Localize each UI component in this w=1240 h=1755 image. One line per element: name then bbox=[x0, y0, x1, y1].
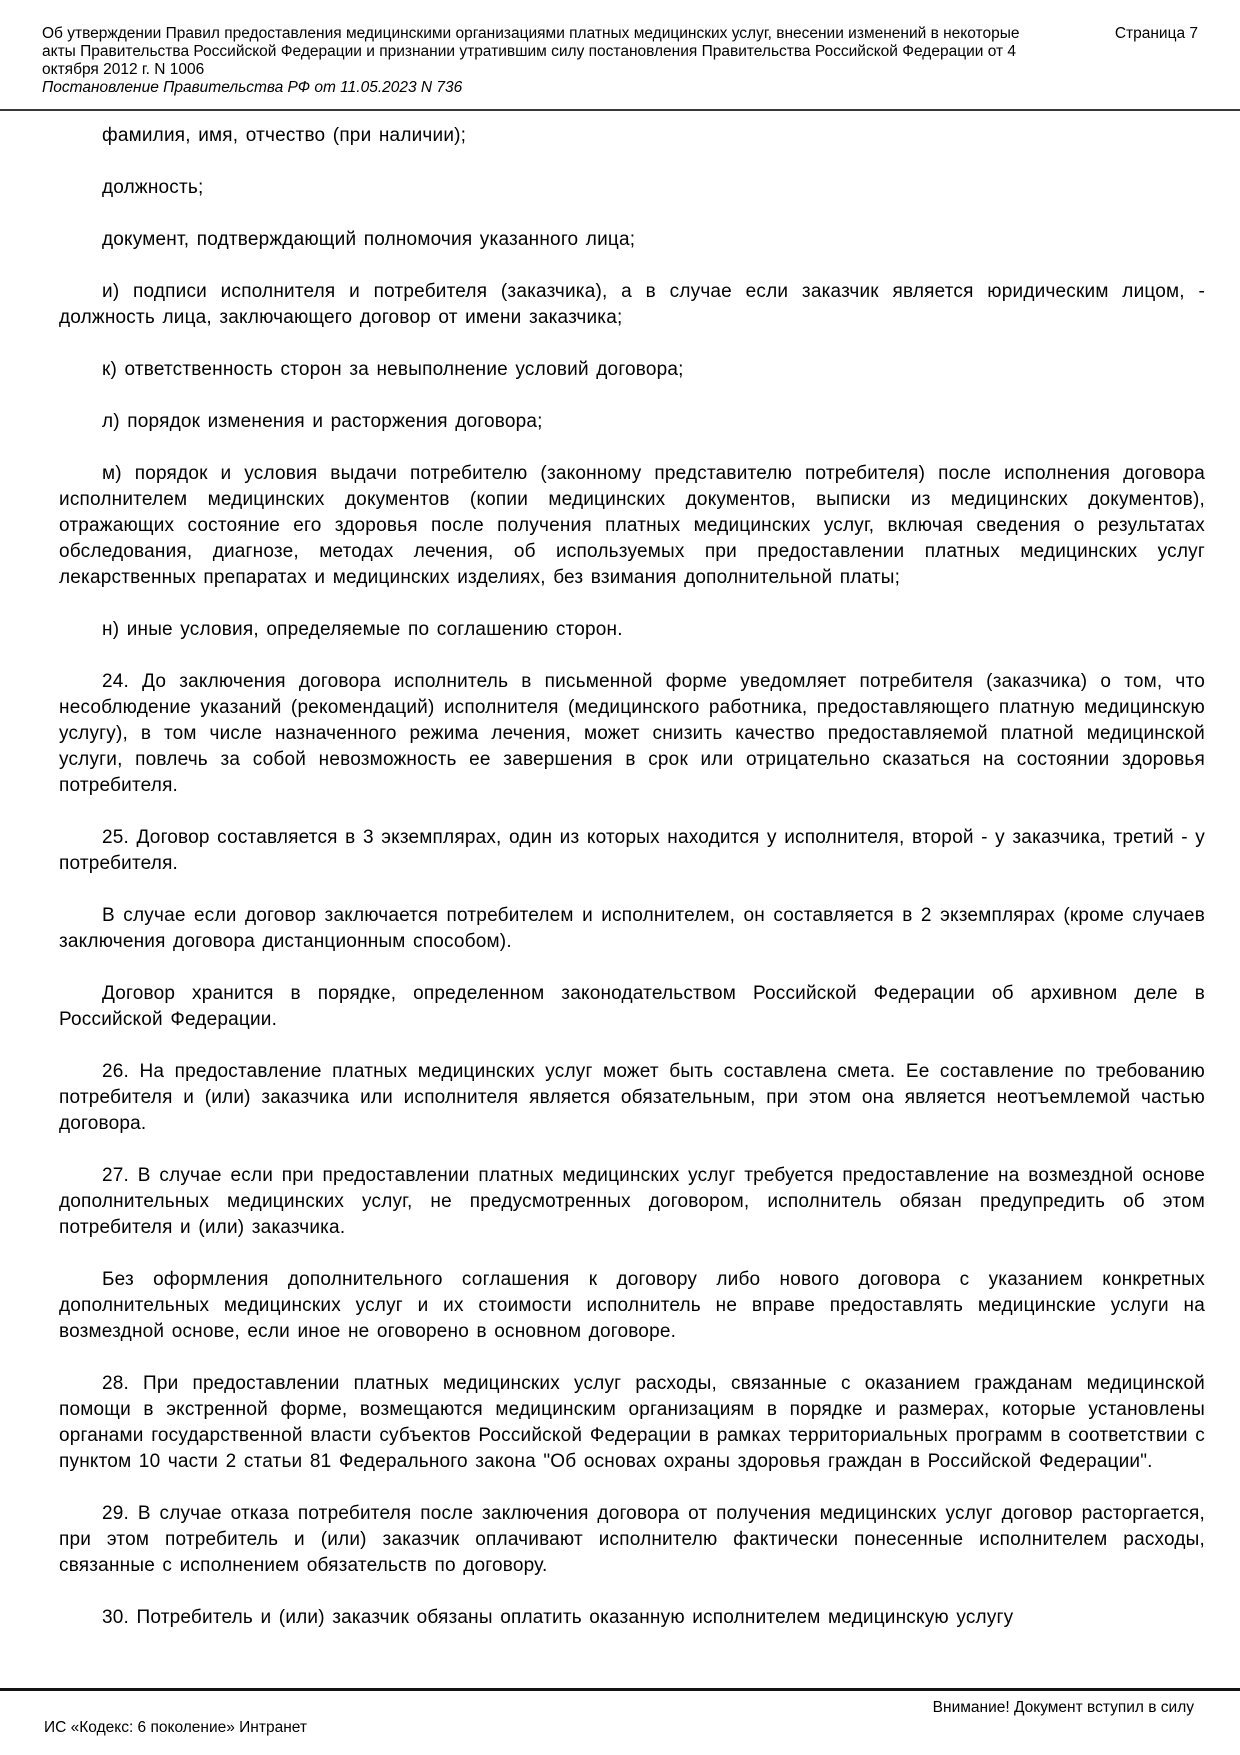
document-body bbox=[0, 111, 1240, 1688]
paragraph: документ, подтверждающий полномочия указанного лица; bbox=[102, 229, 636, 250]
footer-divider bbox=[0, 1688, 1240, 1691]
paragraph: к) ответственность сторон за невыполнение условий договора; bbox=[102, 359, 684, 380]
paragraph: м) порядок и условия выдачи потребителю (законному представителю потребителя) после исполнения договора исполнителем медицинских документов (копии медицинских документов, выписки из медицинских документов), отражающих состояние его здоровья после получения платных медицинских услуг, включая сведения о результатах обследования, диагнозе, методах лечения, об используемых при предоставлении платных медицинских услуг лекарственных препаратах и медицинских изделиях, без взимания дополнительной платы; bbox=[59, 463, 1205, 588]
system-label: ИС «Кодекс: 6 поколение» Интранет bbox=[44, 1719, 307, 1736]
document-status-notice: Внимание! Документ вступил в силу bbox=[932, 1699, 1194, 1716]
paragraph: В случае если договор заключается потребителем и исполнителем, он составляется в 2 экземплярах (кроме случаев заключения договора дистанционным способом). bbox=[59, 905, 1205, 952]
document-header-text bbox=[42, 25, 1047, 97]
page-header bbox=[42, 25, 1198, 97]
paragraph: 27. В случае если при предоставлении платных медицинских услуг требуется предоставление на возмездной основе дополнительных медицинских услуг, не предусмотренных договором, исполнитель обязан предупредить об этом потребителя и (или) заказчика. bbox=[59, 1165, 1205, 1238]
document-subtitle: Постановление Правительства РФ от 11.05.2023 N 736 bbox=[42, 79, 463, 96]
paragraph: 30. Потребитель и (или) заказчик обязаны оплатить оказанную исполнителем медицинскую услугу bbox=[102, 1607, 1014, 1628]
page-number-label: Страница 7 bbox=[1114, 25, 1198, 42]
paragraph: 26. На предоставление платных медицинских услуг может быть составлена смета. Ее составление по требованию потребителя и (или) заказчика или исполнителя является обязательным, при этом она является неотъемлемой частью договора. bbox=[59, 1061, 1205, 1134]
paragraph: 28. При предоставлении платных медицинских услуг расходы, связанные с оказанием гражданам медицинской помощи в экстренной форме, возмещаются медицинским организациям в порядке и размерах, которые установлены органами государственной власти субъектов Российской Федерации в рамках территориальных программ в соответствии с пунктом 10 части 2 статьи 81 Федерального закона "Об основах охраны здоровья граждан в Российской Федерации". bbox=[59, 1373, 1205, 1472]
paragraph: Договор хранится в порядке, определенном законодательством Российской Федерации об архивном деле в Российской Федерации. bbox=[59, 983, 1205, 1030]
paragraph: 24. До заключения договора исполнитель в письменной форме уведомляет потребителя (заказчика) о том, что несоблюдение указаний (рекомендаций) исполнителя (медицинского работника, предоставляющего платную медицинскую услугу), в том числе назначенного режима лечения, может снизить качество предоставляемой платной медицинской услуги, повлечь за собой невозможность ее завершения в срок или отрицательно сказаться на состоянии здоровья потребителя. bbox=[59, 671, 1205, 796]
document-title: Об утверждении Правил предоставления медицинскими организациями платных медицинских услуг, внесении изменений в некоторые акты Правительства Российской Федерации и признании утратившим силу постановления Правительства Российской Федерации от 4 октября 2012 г. N 1006 bbox=[42, 25, 1020, 78]
paragraph: 25. Договор составляется в 3 экземплярах, один из которых находится у исполнителя, второй - у заказчика, третий - у потребителя. bbox=[59, 827, 1205, 874]
paragraph: Без оформления дополнительного соглашения к договору либо нового договора с указанием конкретных дополнительных медицинских услуг и их стоимости исполнитель не вправе предоставлять медицинские услуги на возмездной основе, если иное не оговорено в основном договоре. bbox=[59, 1269, 1205, 1342]
paragraph: должность; bbox=[102, 177, 204, 198]
paragraph: фамилия, имя, отчество (при наличии); bbox=[102, 125, 467, 146]
paragraph: и) подписи исполнителя и потребителя (заказчика), а в случае если заказчик является юридическим лицом, - должность лица, заключающего договор от имени заказчика; bbox=[59, 281, 1205, 328]
paragraph: л) порядок изменения и расторжения договора; bbox=[102, 411, 543, 432]
paragraph: н) иные условия, определяемые по соглашению сторон. bbox=[102, 619, 623, 640]
paragraph: 29. В случае отказа потребителя после заключения договора от получения медицинских услуг договор расторгается, при этом потребитель и (или) заказчик оплачивают исполнителю фактически понесенные исполнителем расходы, связанные с исполнением обязательств по договору. bbox=[59, 1503, 1205, 1576]
